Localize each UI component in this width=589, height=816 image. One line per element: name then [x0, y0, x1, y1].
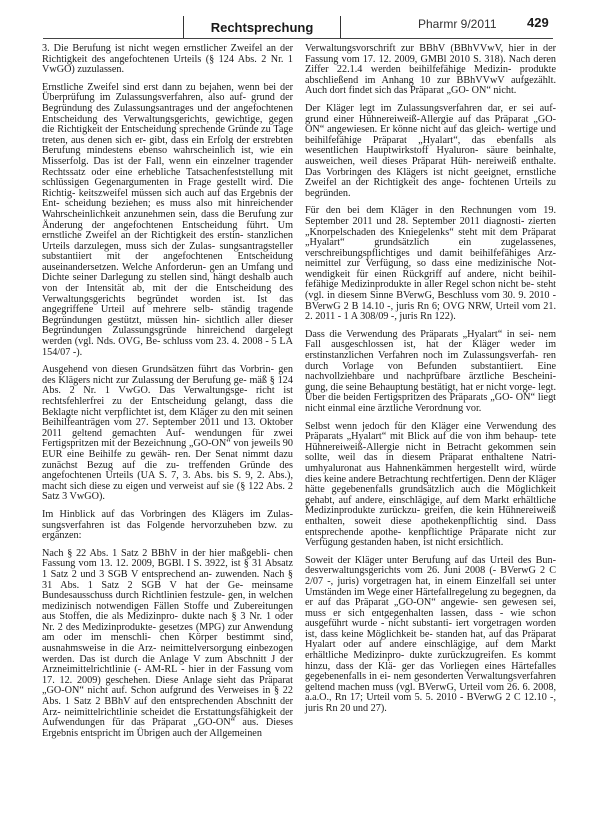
- paragraph: Dass die Verwendung des Präparats „Hyalart“ in sei- nem Fall ausgeschlossen ist, hat der Kläger weder im erstinstanzlichen Verfahren noch im Zulassungsverfah- ren durch Vorlage von Befunden substantiiert. Eine nachvollziehbare und nachprüfbare ärztliche Bescheini- gung, die seine Behauptung bestätigt, hat er nicht vorge- legt. Über die beiden Fertigspritzen des Präparats „GO- ON“ liegt nicht einmal eine ärztliche Verordnung vor.: [305, 328, 556, 414]
- header-rule: [43, 38, 553, 39]
- paragraph: 3. Die Berufung ist nicht wegen ernstlicher Zweifel an der Richtigkeit des angefochtenen Urteils (§ 124 Abs. 2 Nr. 1 VwGO) zuzulassen.: [42, 43, 293, 76]
- text-columns: [42, 44, 556, 814]
- paragraph: Nach § 22 Abs. 1 Satz 2 BBhV in der hier maßgebli- chen Fassung vom 13. 12. 2009, BGBl. I S. 3922, ist § 31 Absatz 1 Satz 2 und 3 SGB V entsprechend an- zuwenden. Nach § 31 Abs. 1 Satz 2 SGB V hat der Ge- meinsame Bundesausschuss durch Richtlinien festzule- gen, in welchen medizinisch notwendigen Fällen Stoffe und Zubereitungen aus Stoffen, die als Medizinpro- dukte nach § 3 Nr. 1 oder Nr. 2 des Medizinprodukte- gesetzes (MPG) zur Anwendung am oder im menschli- chen Körper bestimmt sind, ausnahmsweise in die Arz- neimittelversorgung einbezogen werden. Das ist durch die Anlage V zum Abschnitt J der Arzneimittelrichtlinie (- AM-RL - hier in der Fassung vom 17. 12. 2009) geschehen. Diese Anlage sieht das Präparat „GO-ON“ nicht auf. Schon aufgrund des Verweises in § 22 Abs. 1 Satz 2 BBhV auf den entsprechenden Abschnitt der Arz- neimittelrichtlinie scheidet die Erstattungsfähigkeit der Aufwendungen für das Präparat „GO-ON“ aus. Dieses Ergebnis entspricht im Übrigen auch der Allgemeinen: [42, 547, 293, 739]
- paragraph: Für den bei dem Kläger in den Rechnungen vom 19. September 2011 und 28. September 2011 diagnosti- zierten „Knorpelschaden des Kniegelenks“ steht mit dem Präparat „Hyalart“ grundsätzlich ein zugelassenes, verschreibungspflichtiges und damit beihilfefähiges Arz- neimittel zur Verfügung, so dass eine medizinische Not- wendigkeit für einen Rückgriff auf andere, nicht beihil- fefähige Medizinprodukte in aller Regel schon nicht be- steht (vgl. in diesem Sinne BVerwG, Beschluss vom 30. 9. 2010 - BVerwG 2 B 14.10 -, juris Rn 6; OVG NRW, Urteil vom 21. 2. 2011 - 1 A 308/09 -, juris Rn 122).: [305, 205, 556, 323]
- paragraph: Selbst wenn jedoch für den Kläger eine Verwendung des Präparats „Hyalart“ mit Blick auf die von ihm behaup- tete Hühnereiweiß-Allergie nicht in Betracht gekommen sein sollte, weil das in diesem Präparat enthaltene Natri- umhyaluronat aus Hahnenkämmen hergestellt wird, würde dies keine andere Betrachtung rechtfertigen. Denn der Kläger hätte gegebenenfalls grundsätzlich auch die Möglichkeit gehabt, auf andere, einschlägige, auf dem Markt erhältliche Medizinprodukte zurückzu- greifen, die kein Hühnereiweiß enthalten, soweit diese apothekenpflichtig sind. Dass entsprechende apothe- kenpflichtige Präparate nicht zur Verfügung gestanden haben, ist nicht ersichtlich.: [305, 420, 556, 549]
- paragraph: Verwaltungsvorschrift zur BBhV (BBhVVwV, hier in der Fassung vom 17. 12. 2009, GMBl 2010 S. 318). Nach deren Ziffer 22.1.4 werden beihilfefähige Medizin- produkte abschließend im Anhang 10 zur BBhVVwV aufgezählt. Auch dort findet sich das Präparat „GO- ON“ nicht.: [305, 43, 556, 97]
- section-tab: Rechtsprechung: [183, 16, 341, 39]
- issue-label: Pharmr 9/2011: [418, 17, 497, 31]
- page-header: [0, 0, 589, 42]
- right-column: [305, 44, 556, 814]
- paragraph: Der Kläger legt im Zulassungsverfahren dar, er sei auf- grund einer Hühnereiweiß-Allergie auf das Präparat „GO-ON“ angewiesen. Er könne nicht auf das gleich- wertige und beihilfefähige Präparat „Hyalart“, das ebenfalls als wesentlichen Hauptwirkstoff Hyaluron- säure beinhalte, ausweichen, weil dieses Präparat Hüh- nereiweiß enthalte. Das Vorbringen des Klägers ist nicht geeignet, ernstliche Zweifel an der Richtigkeit des ange- fochtenen Urteils zu begründen.: [305, 102, 556, 199]
- paragraph: Im Hinblick auf das Vorbringen des Klägers im Zulas- sungsverfahren ist das Folgende hervorzuheben bzw. zu ergänzen:: [42, 508, 293, 542]
- page-number: 429: [527, 15, 549, 30]
- paragraph: Ausgehend von diesen Grundsätzen führt das Vorbrin- gen des Klägers nicht zur Zulassung der Berufung ge- mäß § 124 Abs. 2 Nr. 1 VwGO. Das Verwaltungsge- richt ist rechtsfehlerfrei zu der Entscheidung gelangt, dass die Beklagte nicht verpflichtet ist, dem Kläger zu den mit seinen Beihilfeanträgen vom 27. September 2011 und 13. Oktober 2011 geltend gemachten Auf- wendungen für zwei Fertigspritzen mit der Bezeichnung „GO-ON“ von jeweils 90 EUR eine Beihilfe zu gewäh- ren. Der Senat nimmt dazu zunächst Bezug auf die zu- treffenden Gründe des angefochtenen Urteils (UA S. 7, 3. Abs. bis S. 9, 2. Abs.), macht sich diese zu eigen und verweist auf sie (§ 122 Abs. 2 Satz 3 VwGO).: [42, 364, 293, 503]
- paragraph: Ernstliche Zweifel sind erst dann zu bejahen, wenn bei der Überprüfung im Zulassungsverfahren, also auf- grund der Begründung des Zulassungsantrages und der angefochtenen Entscheidung des Verwaltungsgerichts, gewichtige, gegen die Richtigkeit der Entscheidung sprechende Gründe zu Tage treten, aus denen sich er- gibt, dass ein Erfolg der erstrebten Berufung mindestens ebenso wahrscheinlich ist, wie ein Misserfolg. Das ist der Fall, wenn ein einzelner tragender Rechtssatz oder eine erhebliche Tatsachenfeststellung mit schlüssigen Gegenargumenten in Frage gestellt wird. Die Richtig- keitszweifel müssen sich auch auf das Ergebnis der Ent- scheidung beziehen; es muss also mit hinreichender Wahrscheinlichkeit anzunehmen sein, dass die Berufung zur Änderung der angefochtenen Entscheidung führt. Um ernstliche Zweifel an der Richtigkeit des erstin- stanzlichen Urteils darzulegen, muss sich der Zulas- sungsantragsteller substantiiert mit der angefochtenen Entscheidung auseinandersetzen. Welche Anforderun- gen an Umfang und Dichte seiner Darlegung zu stellen sind, hängt deshalb auch von der Intensität ab, mit der die Entscheidung des Verwaltungsgerichts begründet worden ist. Ist das angegriffene Urteil auf mehrere selb- ständig tragende Begründungen gestützt, müssen hin- sichtlich aller dieser Begründungen Zulassungsgründe hinreichend dargelegt werden (vgl. Nds. OVG, Be- schluss vom 23. 4. 2008 - 5 LA 154/07 -).: [42, 81, 293, 358]
- left-column: [42, 44, 293, 814]
- paragraph: Soweit der Kläger unter Berufung auf das Urteil des Bun- desverwaltungsgerichts vom 26. Juni 2008 (- BVerwG 2 C 2/07 -, juris) vorgetragen hat, in einem Einzelfall sei unter Umständen im Wege einer Härtefallregelung zu begegnen, da er auf das Präparat „GO-ON“ angewie- sen gewesen sei, muss er sich entgegenhalten lassen, dass - wie schon ausgeführt wurde - nicht substanti- iert vorgetragen worden ist, dass keine Möglichkeit be- standen hat, auf das Präparat Hyalart oder auf andere einschlägige, auf dem Markt erhältliche Medizinpro- dukte zurückzugreifen. Es kommt hinzu, dass der Klä- ger das Vorliegen eines Härtefalles gegebenenfalls in ei- nem gesonderten Verwaltungsverfahren geltend machen muss (vgl. BVerwG, Urteil vom 26. 6. 2008, a.a.O., Rn 17; Urteil vom 5. 5. 2010 - BVerwG 2 C 12.10 -, juris Rn 20 und 27).: [305, 554, 556, 715]
